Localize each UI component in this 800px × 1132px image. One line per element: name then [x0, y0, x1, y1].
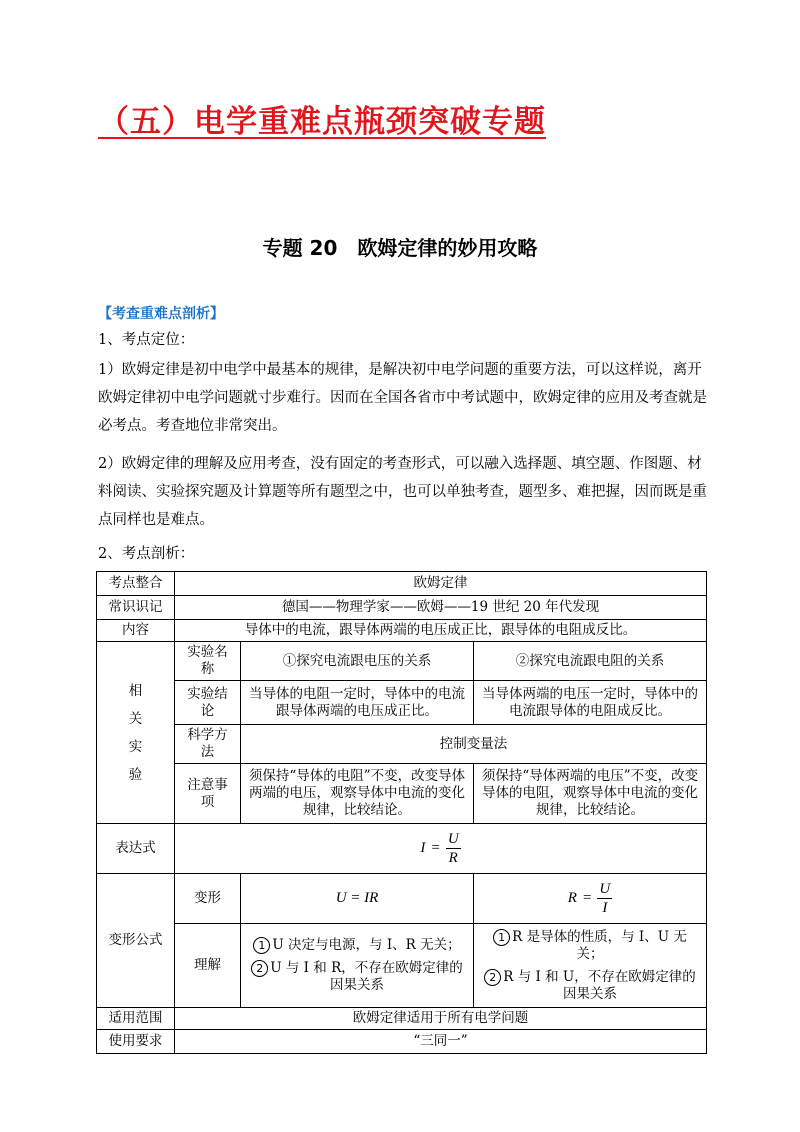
- group-char: 验: [128, 766, 143, 783]
- row-label: 内容: [97, 620, 175, 642]
- cell-value: 当导体的电阻一定时，导体中的电流跟导体两端的电压成正比。: [241, 681, 474, 725]
- formula-denominator: I: [602, 900, 608, 916]
- row-value: 导体中的电流，跟导体两端的电压成正比，跟导体的电阻成反比。: [175, 620, 707, 642]
- point2-label: 2、考点剖析：: [98, 546, 195, 562]
- formula-lhs: R: [567, 890, 577, 906]
- understanding-text: R 是导体的性质，与 I、U 无关；: [512, 928, 687, 962]
- formula-eq: =: [431, 840, 440, 856]
- understanding-text: U 决定与电源，与 I、R 无关；: [272, 937, 461, 953]
- table-row: [97, 764, 707, 824]
- row-value: 德国——物理学家——欧姆——19 世纪 20 年代发现: [175, 596, 707, 620]
- formula-numerator: U: [447, 831, 459, 847]
- variant-formula-u: U = IR: [335, 890, 379, 906]
- understanding-item: [480, 929, 700, 963]
- understanding-text: U 与 I 和 R，不存在欧姆定律的因果关系: [270, 960, 463, 993]
- experiment-group-label: [97, 642, 175, 824]
- understanding-text: R 与 I 和 U，不存在欧姆定律的因果关系: [503, 968, 696, 1002]
- row-label: 常识识记: [97, 596, 175, 620]
- formula-numerator: U: [599, 881, 611, 897]
- cell-value: [241, 874, 474, 924]
- cell-value: 须保持“导体两端的电压”不变，改变导体的电阻，观察导体中电流的变化规律，比较结论。: [474, 764, 707, 824]
- formula-eq: =: [582, 890, 592, 906]
- circled-number: 2: [251, 960, 268, 977]
- table-row: [97, 725, 707, 764]
- row-label: 实验名称: [175, 642, 241, 681]
- circled-number: 2: [484, 969, 501, 986]
- understanding-item: [247, 960, 467, 994]
- cell-value: 控制变量法: [241, 725, 707, 764]
- table-row: [97, 924, 707, 1008]
- cell-value: [474, 924, 707, 1008]
- table-row: [97, 642, 707, 681]
- table-row: [97, 874, 707, 924]
- row-label: 理解: [175, 924, 241, 1008]
- understanding-item: [480, 969, 700, 1003]
- formula-lhs: I: [420, 840, 426, 856]
- row-label: 变形公式: [97, 874, 175, 1008]
- cell-value: ①探究电流跟电压的关系: [241, 642, 474, 681]
- table-row: [97, 620, 707, 642]
- cell-value: 须保持“导体的电阻”不变，改变导体两端的电压，观察导体中电流的变化规律，比较结论。: [241, 764, 474, 824]
- group-char: 相: [128, 682, 143, 699]
- table-row: [97, 596, 707, 620]
- row-label: 注意事项: [175, 764, 241, 824]
- table-row: [97, 824, 707, 874]
- row-label: 使用要求: [97, 1030, 175, 1054]
- table-row: [97, 1030, 707, 1054]
- circled-number: 1: [493, 929, 510, 946]
- ohms-law-formula: [420, 830, 460, 867]
- cell-value: ②探究电流跟电阻的关系: [474, 642, 707, 681]
- table-row: [97, 572, 707, 596]
- section-heading: 【考查重难点剖析】: [98, 306, 224, 322]
- group-char: 关: [128, 710, 143, 727]
- point1-label: 1、考点定位：: [98, 332, 195, 348]
- table-row: [97, 681, 707, 725]
- formula-denominator: R: [448, 850, 458, 866]
- cell-value: [241, 924, 474, 1008]
- cell-value: 当导体两端的电压一定时，导体中的电流跟导体的电阻成反比。: [474, 681, 707, 725]
- cell-value: [474, 874, 707, 924]
- formula-fraction: [446, 830, 461, 867]
- row-label: 适用范围: [97, 1008, 175, 1030]
- group-char: 实: [128, 738, 143, 755]
- row-label: 实验结论: [175, 681, 241, 725]
- sub-title: 专题 20 欧姆定律的妙用攻略: [262, 236, 538, 260]
- row-value: 欧姆定律: [175, 572, 707, 596]
- expression-cell: [175, 824, 707, 874]
- main-title: （五）电学重难点瓶颈突破专题: [98, 104, 546, 140]
- row-label: 变形: [175, 874, 241, 924]
- circled-number: 1: [253, 937, 270, 954]
- row-value: 欧姆定律适用于所有电学问题: [175, 1008, 707, 1030]
- row-label: 考点整合: [97, 572, 175, 596]
- variant-formula-r: [568, 880, 612, 917]
- row-label: 科学方法: [175, 725, 241, 764]
- point1-paragraph-2: 2）欧姆定律的理解及应用考查，没有固定的考查形式，可以融入选择题、填空题、作图题、材料阅读、实验探究题及计算题等所有题型之中，也可以单独考查，题型多、难把握，因而既是重点同样也是难点。: [98, 456, 707, 528]
- row-value: “三同一”: [175, 1030, 707, 1054]
- table-row: [97, 1008, 707, 1030]
- understanding-item: [247, 937, 467, 954]
- row-label: 表达式: [97, 824, 175, 874]
- ohms-law-table: [96, 571, 707, 1054]
- formula-fraction: [597, 880, 612, 917]
- point1-paragraph-1: 1）欧姆定律是初中电学中最基本的规律，是解决初中电学问题的重要方法，可以这样说，离开欧姆定律初中电学问题就寸步难行。因而在全国各省市中考试题中，欧姆定律的应用及考查就是必考点。考查地位非常突出。: [98, 362, 707, 434]
